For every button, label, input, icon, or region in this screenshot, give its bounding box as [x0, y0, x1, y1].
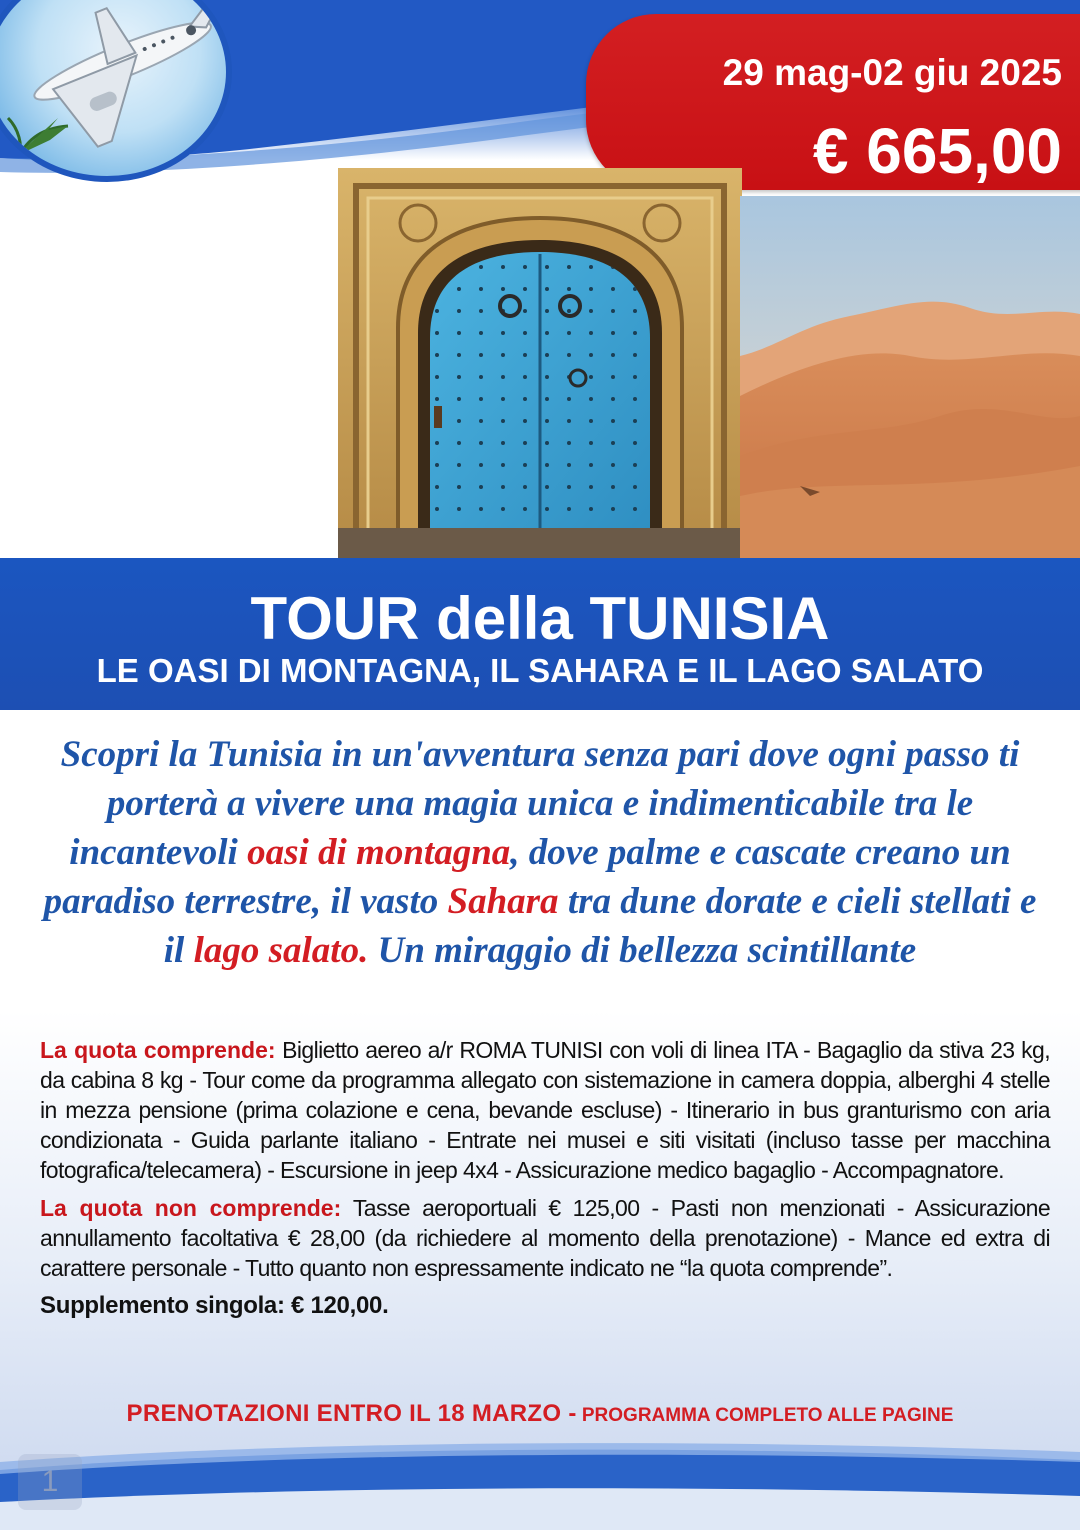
- intro-text: Un miraggio di bellezza scintillante: [368, 930, 917, 971]
- includes-text: Biglietto aereo a/r ROMA TUNISI con voli di linea ITA - Bagaglio da stiva 23 kg, da cabina 8 kg - Tour come da programma allegato con sistemazione in camera doppia, alberghi 4 stelle in mezza pensione (prima colazione e cena, bevande escluse) - Itinerario in bus granturismo con aria condizionata - Guida parlante italiano - Entrate nei musei e siti visitati (incluso tasse per macchina fotografica/telecamera) - Escursione in jeep 4x4 - Assicurazione medico bagaglio - Accompagnatore.: [40, 1037, 1050, 1183]
- single-supplement: Supplemento singola: € 120,00.: [40, 1292, 389, 1319]
- intro-text: Scopri la Tunisia in un'avventura senza pari dove ogni passo ti porterà a vivere una magia unica e indimenticabile tra le incantevoli: [60, 734, 1020, 873]
- intro-highlight: lago salato.: [193, 930, 369, 971]
- intro-text: , dove palme e cascate creano un paradiso terrestre, il vasto: [43, 832, 1011, 922]
- tour-title: TOUR della TUNISIA: [250, 585, 830, 652]
- tour-subtitle: LE OASI DI MONTAGNA, IL SAHARA E IL LAGO SALATO: [96, 652, 984, 689]
- includes-section: [40, 1035, 1050, 1185]
- program-note: PROGRAMMA COMPLETO ALLE PAGINE: [576, 1405, 954, 1426]
- intro-highlight: oasi di montagna: [247, 832, 511, 873]
- tunisian-door-photo: [338, 168, 742, 558]
- title-banner: [0, 558, 1080, 710]
- tour-price: € 665,00: [812, 115, 1062, 187]
- travel-dates: 29 mag-02 giu 2025: [722, 52, 1062, 93]
- intro-paragraph: [30, 730, 1050, 975]
- excludes-section: [40, 1193, 1050, 1283]
- sahara-desert-photo: [740, 196, 1080, 558]
- booking-deadline: PRENOTAZIONI ENTRO IL 18 MARZO -: [126, 1400, 577, 1427]
- booking-notice: [0, 1400, 1080, 1428]
- price-badge: [586, 14, 1080, 190]
- includes-label: La quota comprende:: [40, 1037, 276, 1063]
- tour-details: [40, 1035, 1050, 1323]
- footer-wave: [0, 1440, 1080, 1530]
- page-number: 1: [18, 1454, 82, 1510]
- excludes-text: Tasse aeroportuali € 125,00 - Pasti non menzionati - Assicurazione annullamento facoltativa € 28,00 (da richiedere al momento della prenotazione) - Mance ed extra di carattere personale - Tutto quanto non espressamente indicato ne “la quota comprende”.: [40, 1195, 1051, 1281]
- excludes-label: La quota non comprende:: [40, 1195, 342, 1221]
- intro-highlight: Sahara: [447, 881, 559, 922]
- intro-text: tra dune dorate e cieli stellati e il: [163, 881, 1037, 971]
